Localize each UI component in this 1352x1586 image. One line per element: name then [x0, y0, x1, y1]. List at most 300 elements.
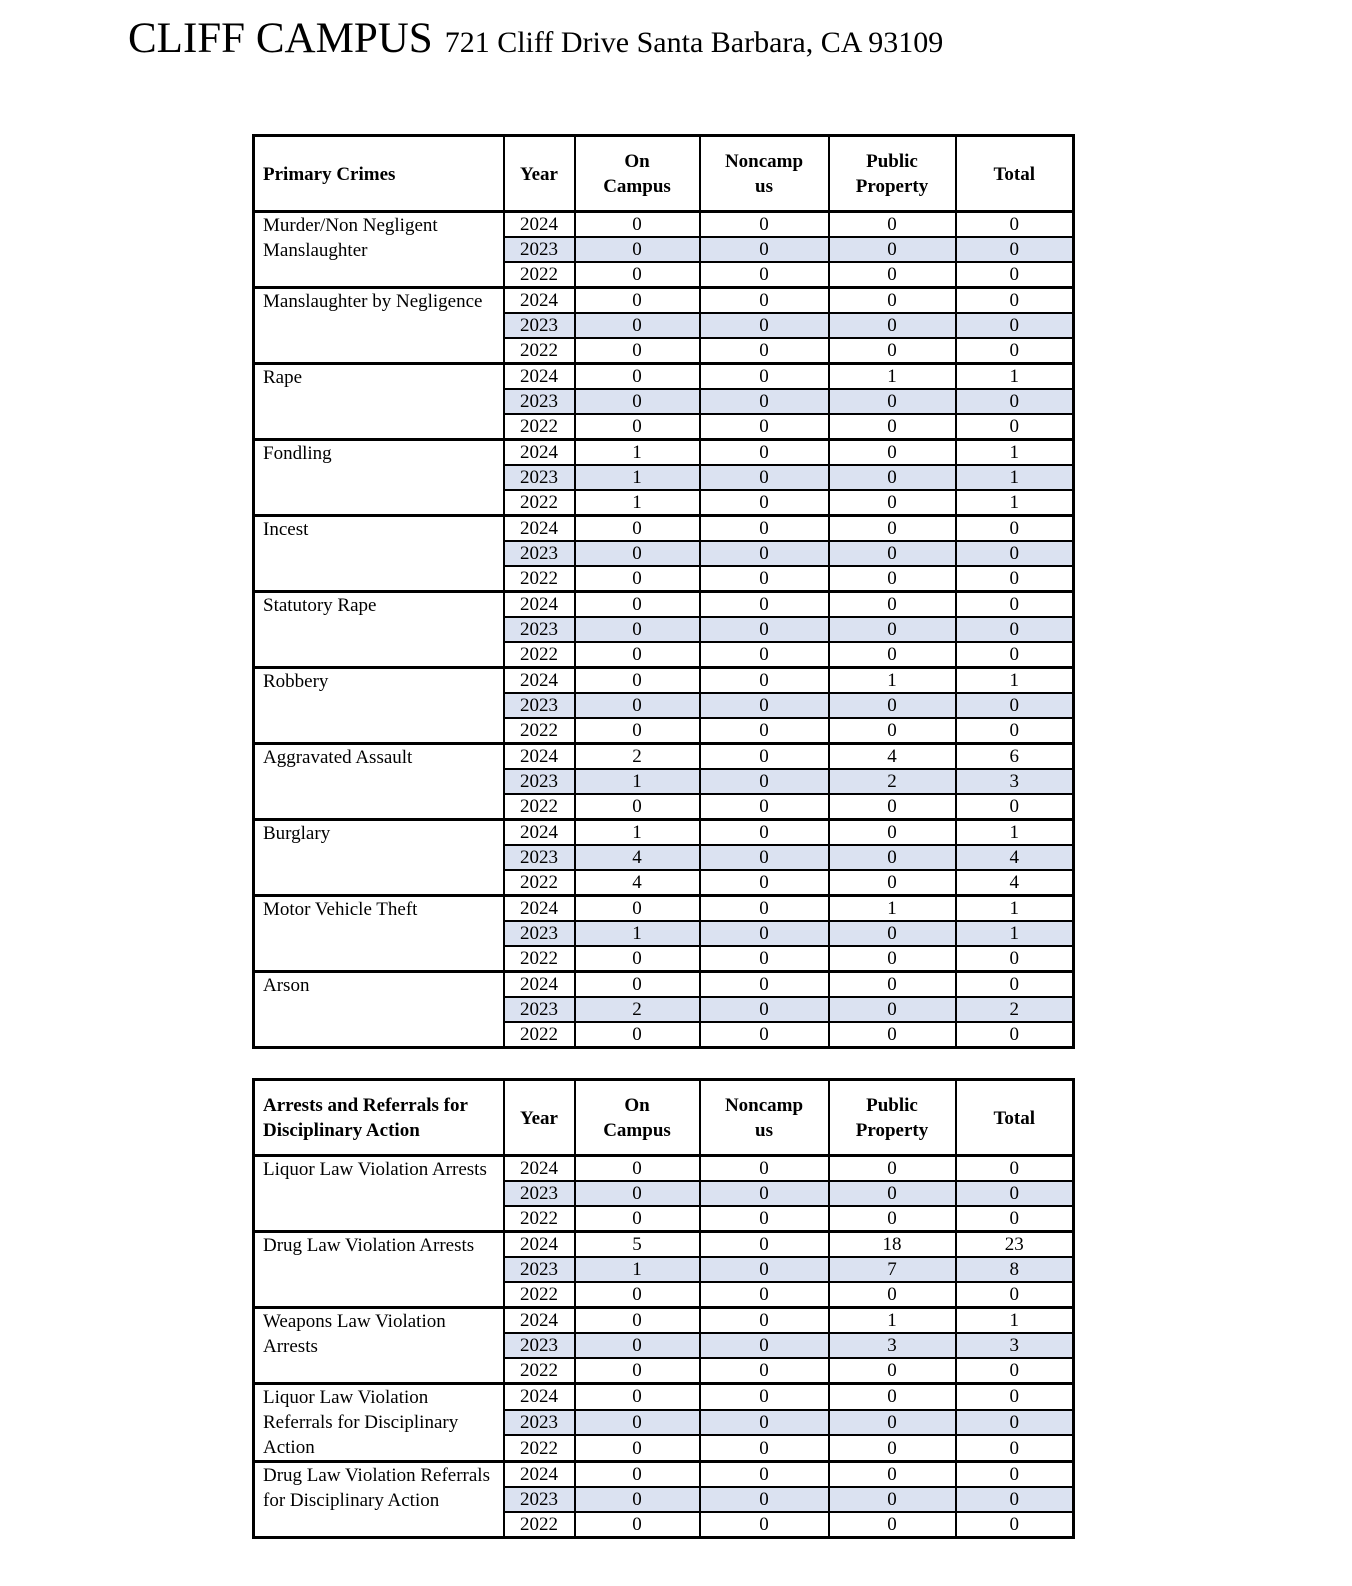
year-cell: 2024	[504, 364, 575, 390]
value-cell: 0	[575, 389, 700, 414]
value-cell: 0	[829, 541, 956, 566]
value-cell: 0	[575, 946, 700, 972]
value-cell: 0	[956, 693, 1074, 718]
value-cell: 0	[700, 566, 829, 592]
year-cell: 2022	[504, 262, 575, 288]
col-header-public-property	[829, 1080, 956, 1156]
category-label-cell: Incest	[254, 516, 504, 592]
value-cell: 0	[829, 1282, 956, 1308]
col-header-label: Year	[520, 163, 558, 185]
value-cell: 0	[829, 642, 956, 668]
value-cell: 0	[829, 1512, 956, 1538]
year-cell: 2023	[504, 1410, 575, 1436]
value-cell: 0	[829, 1384, 956, 1410]
value-cell: 1	[956, 896, 1074, 922]
value-cell: 6	[956, 744, 1074, 770]
value-cell: 0	[700, 541, 829, 566]
value-cell: 4	[829, 744, 956, 770]
year-cell: 2023	[504, 313, 575, 338]
value-cell: 2	[956, 997, 1074, 1022]
value-cell: 0	[829, 237, 956, 262]
value-cell: 0	[956, 794, 1074, 820]
value-cell: 0	[575, 1435, 700, 1461]
value-cell: 0	[575, 1181, 700, 1206]
value-cell: 18	[829, 1232, 956, 1258]
table-row	[254, 1384, 1074, 1410]
header-row	[254, 136, 1074, 212]
year-cell: 2022	[504, 1435, 575, 1461]
col-header-year	[504, 136, 575, 212]
col-header-total	[956, 1080, 1074, 1156]
year-cell: 2023	[504, 769, 575, 794]
value-cell: 0	[700, 1156, 829, 1182]
value-cell: 0	[956, 338, 1074, 364]
col-header-label: Total	[993, 163, 1036, 185]
year-cell: 2022	[504, 1282, 575, 1308]
category-label-cell: Liquor Law Violation Arrests	[254, 1156, 504, 1232]
value-cell: 0	[575, 642, 700, 668]
table-row	[254, 288, 1074, 314]
value-cell: 0	[700, 288, 829, 314]
value-cell: 0	[956, 1206, 1074, 1232]
category-group-drug-law-violation-arrests	[254, 1232, 1074, 1308]
value-cell: 0	[575, 1022, 700, 1048]
value-cell: 0	[700, 1181, 829, 1206]
value-cell: 0	[700, 1462, 829, 1488]
value-cell: 0	[700, 794, 829, 820]
value-cell: 0	[829, 946, 956, 972]
value-cell: 0	[829, 1358, 956, 1384]
col-header-on-campus	[575, 136, 700, 212]
value-cell: 0	[700, 237, 829, 262]
value-cell: 1	[956, 465, 1074, 490]
primary-crimes-table	[252, 134, 1075, 1049]
value-cell: 0	[575, 1358, 700, 1384]
value-cell: 1	[956, 668, 1074, 694]
campus-name: CLIFF CAMPUS	[128, 15, 433, 62]
col-header-label: Year	[520, 1107, 558, 1129]
value-cell: 0	[956, 212, 1074, 238]
value-cell: 0	[956, 1181, 1074, 1206]
value-cell: 4	[956, 870, 1074, 896]
value-cell: 0	[956, 642, 1074, 668]
category-group-liquor-law-violation-referrals-for-disciplinary-action	[254, 1384, 1074, 1462]
year-cell: 2022	[504, 566, 575, 592]
value-cell: 0	[700, 845, 829, 870]
category-label-cell: Robbery	[254, 668, 504, 744]
value-cell: 0	[829, 338, 956, 364]
category-label-cell: Rape	[254, 364, 504, 440]
value-cell: 5	[575, 1232, 700, 1258]
year-cell: 2022	[504, 1512, 575, 1538]
year-cell: 2022	[504, 490, 575, 516]
category-group-robbery	[254, 668, 1074, 744]
year-cell: 2024	[504, 1308, 575, 1334]
value-cell: 0	[575, 237, 700, 262]
value-cell: 0	[956, 1022, 1074, 1048]
value-cell: 0	[829, 1022, 956, 1048]
year-cell: 2024	[504, 1232, 575, 1258]
year-cell: 2022	[504, 794, 575, 820]
value-cell: 0	[700, 1333, 829, 1358]
value-cell: 0	[956, 313, 1074, 338]
value-cell: 0	[575, 718, 700, 744]
col-header-label: Noncampus	[724, 1094, 804, 1141]
col-header-label: Total	[993, 1107, 1036, 1129]
year-cell: 2024	[504, 820, 575, 846]
value-cell: 1	[956, 820, 1074, 846]
year-cell: 2023	[504, 465, 575, 490]
table-row	[254, 668, 1074, 694]
category-group-murder-non-negligent-manslaughter	[254, 212, 1074, 288]
year-cell: 2024	[504, 516, 575, 542]
col-header-label: On Campus	[603, 150, 671, 197]
value-cell: 0	[956, 1462, 1074, 1488]
value-cell: 0	[700, 364, 829, 390]
value-cell: 0	[956, 1282, 1074, 1308]
value-cell: 0	[956, 414, 1074, 440]
value-cell: 0	[575, 414, 700, 440]
col-header-on-campus	[575, 1080, 700, 1156]
table-row	[254, 364, 1074, 390]
value-cell: 0	[829, 592, 956, 618]
value-cell: 0	[829, 718, 956, 744]
table-row	[254, 896, 1074, 922]
value-cell: 0	[575, 566, 700, 592]
value-cell: 1	[956, 1308, 1074, 1334]
value-cell: 2	[575, 997, 700, 1022]
value-cell: 0	[829, 389, 956, 414]
value-cell: 2	[575, 744, 700, 770]
value-cell: 0	[700, 592, 829, 618]
category-group-motor-vehicle-theft	[254, 896, 1074, 972]
col-header-label: Public Property	[855, 1094, 929, 1141]
year-cell: 2024	[504, 668, 575, 694]
value-cell: 0	[956, 972, 1074, 998]
value-cell: 0	[829, 972, 956, 998]
col-header-label: Noncampus	[724, 150, 804, 197]
value-cell: 0	[575, 313, 700, 338]
value-cell: 0	[700, 617, 829, 642]
value-cell: 0	[829, 1156, 956, 1182]
value-cell: 4	[575, 870, 700, 896]
value-cell: 0	[700, 718, 829, 744]
value-cell: 4	[575, 845, 700, 870]
value-cell: 0	[700, 1487, 829, 1512]
value-cell: 0	[575, 1462, 700, 1488]
category-label-cell: Weapons Law Violation Arrests	[254, 1308, 504, 1384]
value-cell: 0	[700, 1282, 829, 1308]
value-cell: 0	[829, 288, 956, 314]
category-label-cell: Drug Law Violation Referrals for Disciplinary Action	[254, 1462, 504, 1538]
year-cell: 2024	[504, 896, 575, 922]
year-cell: 2022	[504, 1206, 575, 1232]
col-header-total	[956, 136, 1074, 212]
value-cell: 0	[829, 414, 956, 440]
value-cell: 1	[829, 668, 956, 694]
value-cell: 0	[575, 212, 700, 238]
value-cell: 0	[700, 1435, 829, 1461]
value-cell: 0	[575, 288, 700, 314]
category-group-manslaughter-by-negligence	[254, 288, 1074, 364]
value-cell: 0	[829, 997, 956, 1022]
value-cell: 0	[956, 566, 1074, 592]
value-cell: 0	[956, 389, 1074, 414]
year-cell: 2023	[504, 237, 575, 262]
value-cell: 0	[956, 1156, 1074, 1182]
value-cell: 0	[700, 744, 829, 770]
value-cell: 0	[575, 1282, 700, 1308]
category-group-aggravated-assault	[254, 744, 1074, 820]
value-cell: 0	[575, 262, 700, 288]
category-label-cell: Liquor Law Violation Referrals for Disciplinary Action	[254, 1384, 504, 1462]
value-cell: 0	[575, 364, 700, 390]
value-cell: 0	[956, 262, 1074, 288]
value-cell: 0	[700, 490, 829, 516]
category-label-cell: Arson	[254, 972, 504, 1048]
value-cell: 0	[700, 516, 829, 542]
year-cell: 2023	[504, 1257, 575, 1282]
table-row	[254, 212, 1074, 238]
value-cell: 0	[575, 1487, 700, 1512]
year-cell: 2023	[504, 541, 575, 566]
year-cell: 2023	[504, 921, 575, 946]
value-cell: 0	[829, 1487, 956, 1512]
value-cell: 0	[700, 769, 829, 794]
value-cell: 0	[829, 820, 956, 846]
value-cell: 0	[700, 389, 829, 414]
table-row	[254, 516, 1074, 542]
value-cell: 1	[956, 364, 1074, 390]
value-cell: 0	[829, 617, 956, 642]
value-cell: 7	[829, 1257, 956, 1282]
value-cell: 0	[700, 668, 829, 694]
value-cell: 1	[956, 490, 1074, 516]
category-label-cell: Aggravated Assault	[254, 744, 504, 820]
col-header-label: Public Property	[855, 150, 929, 197]
col-header-public-property	[829, 136, 956, 212]
value-cell: 0	[700, 440, 829, 466]
campus-address: 721 Cliff Drive Santa Barbara, CA 93109	[444, 26, 944, 59]
value-cell: 8	[956, 1257, 1074, 1282]
category-label-cell: Drug Law Violation Arrests	[254, 1232, 504, 1308]
value-cell: 1	[575, 440, 700, 466]
value-cell: 0	[956, 946, 1074, 972]
col-header-noncampus	[700, 136, 829, 212]
value-cell: 0	[575, 1308, 700, 1334]
year-cell: 2023	[504, 617, 575, 642]
value-cell: 0	[575, 794, 700, 820]
category-label-cell: Manslaughter by Negligence	[254, 288, 504, 364]
table-row	[254, 1156, 1074, 1182]
value-cell: 0	[575, 592, 700, 618]
value-cell: 0	[829, 566, 956, 592]
value-cell: 0	[829, 794, 956, 820]
year-cell: 2024	[504, 212, 575, 238]
value-cell: 0	[829, 921, 956, 946]
year-cell: 2024	[504, 744, 575, 770]
value-cell: 0	[956, 237, 1074, 262]
value-cell: 0	[700, 997, 829, 1022]
year-cell: 2022	[504, 1022, 575, 1048]
category-group-burglary	[254, 820, 1074, 896]
category-header-label: Arrests and Referrals for Disciplinary Action	[263, 1094, 468, 1141]
value-cell: 0	[700, 642, 829, 668]
category-header-cell	[254, 136, 504, 212]
category-group-weapons-law-violation-arrests	[254, 1308, 1074, 1384]
value-cell: 0	[956, 592, 1074, 618]
year-cell: 2023	[504, 389, 575, 414]
value-cell: 0	[575, 972, 700, 998]
value-cell: 0	[829, 212, 956, 238]
table-row	[254, 592, 1074, 618]
value-cell: 0	[575, 1206, 700, 1232]
year-cell: 2024	[504, 1156, 575, 1182]
value-cell: 0	[700, 1257, 829, 1282]
value-cell: 0	[829, 516, 956, 542]
year-cell: 2024	[504, 972, 575, 998]
value-cell: 23	[956, 1232, 1074, 1258]
table-row	[254, 744, 1074, 770]
value-cell: 0	[575, 668, 700, 694]
value-cell: 0	[700, 414, 829, 440]
value-cell: 0	[956, 1435, 1074, 1461]
value-cell: 0	[700, 1512, 829, 1538]
value-cell: 0	[829, 1462, 956, 1488]
category-group-incest	[254, 516, 1074, 592]
value-cell: 0	[700, 212, 829, 238]
value-cell: 0	[956, 1512, 1074, 1538]
value-cell: 0	[700, 1358, 829, 1384]
category-group-arson	[254, 972, 1074, 1048]
table-row	[254, 1462, 1074, 1488]
value-cell: 1	[829, 896, 956, 922]
value-cell: 0	[700, 693, 829, 718]
value-cell: 0	[956, 1358, 1074, 1384]
value-cell: 0	[956, 541, 1074, 566]
category-group-fondling	[254, 440, 1074, 516]
value-cell: 0	[829, 490, 956, 516]
value-cell: 0	[956, 617, 1074, 642]
value-cell: 0	[700, 896, 829, 922]
year-cell: 2023	[504, 693, 575, 718]
value-cell: 0	[700, 820, 829, 846]
table-row	[254, 1308, 1074, 1334]
value-cell: 0	[700, 1308, 829, 1334]
page-title	[128, 14, 943, 63]
year-cell: 2022	[504, 1358, 575, 1384]
value-cell: 0	[575, 617, 700, 642]
col-header-noncampus	[700, 1080, 829, 1156]
year-cell: 2022	[504, 718, 575, 744]
value-cell: 0	[956, 718, 1074, 744]
value-cell: 0	[956, 288, 1074, 314]
value-cell: 1	[575, 820, 700, 846]
year-cell: 2022	[504, 870, 575, 896]
value-cell: 0	[575, 1384, 700, 1410]
year-cell: 2024	[504, 288, 575, 314]
value-cell: 0	[700, 1384, 829, 1410]
year-cell: 2023	[504, 997, 575, 1022]
value-cell: 0	[575, 1333, 700, 1358]
value-cell: 0	[829, 262, 956, 288]
year-cell: 2022	[504, 642, 575, 668]
year-cell: 2023	[504, 1487, 575, 1512]
year-cell: 2023	[504, 1333, 575, 1358]
value-cell: 0	[700, 1022, 829, 1048]
year-cell: 2024	[504, 440, 575, 466]
value-cell: 3	[956, 1333, 1074, 1358]
value-cell: 0	[700, 870, 829, 896]
value-cell: 1	[575, 769, 700, 794]
value-cell: 0	[575, 338, 700, 364]
value-cell: 0	[829, 1435, 956, 1461]
value-cell: 4	[956, 845, 1074, 870]
value-cell: 0	[829, 440, 956, 466]
value-cell: 0	[700, 313, 829, 338]
value-cell: 0	[829, 1410, 956, 1436]
value-cell: 0	[575, 1410, 700, 1436]
value-cell: 0	[700, 465, 829, 490]
category-label-cell: Murder/Non Negligent Manslaughter	[254, 212, 504, 288]
year-cell: 2023	[504, 845, 575, 870]
value-cell: 0	[829, 693, 956, 718]
value-cell: 0	[956, 516, 1074, 542]
value-cell: 0	[700, 338, 829, 364]
value-cell: 0	[575, 1156, 700, 1182]
value-cell: 0	[700, 972, 829, 998]
category-group-liquor-law-violation-arrests	[254, 1156, 1074, 1232]
category-label-cell: Burglary	[254, 820, 504, 896]
table-row	[254, 820, 1074, 846]
year-cell: 2024	[504, 1384, 575, 1410]
table-row	[254, 1232, 1074, 1258]
year-cell: 2023	[504, 1181, 575, 1206]
category-group-drug-law-violation-referrals-for-disciplinary-action	[254, 1462, 1074, 1538]
value-cell: 3	[829, 1333, 956, 1358]
value-cell: 0	[700, 946, 829, 972]
col-header-year	[504, 1080, 575, 1156]
category-label-cell: Fondling	[254, 440, 504, 516]
value-cell: 1	[575, 490, 700, 516]
category-label-cell: Motor Vehicle Theft	[254, 896, 504, 972]
value-cell: 1	[575, 1257, 700, 1282]
category-group-statutory-rape	[254, 592, 1074, 668]
value-cell: 0	[575, 516, 700, 542]
category-header-cell	[254, 1080, 504, 1156]
value-cell: 0	[829, 313, 956, 338]
year-cell: 2022	[504, 338, 575, 364]
table-row	[254, 440, 1074, 466]
category-group-rape	[254, 364, 1074, 440]
year-cell: 2022	[504, 946, 575, 972]
value-cell: 0	[829, 1181, 956, 1206]
year-cell: 2022	[504, 414, 575, 440]
value-cell: 1	[956, 921, 1074, 946]
table-row	[254, 972, 1074, 998]
value-cell: 0	[575, 693, 700, 718]
year-cell: 2024	[504, 1462, 575, 1488]
value-cell: 3	[956, 769, 1074, 794]
value-cell: 0	[956, 1384, 1074, 1410]
value-cell: 0	[575, 896, 700, 922]
value-cell: 0	[700, 1206, 829, 1232]
value-cell: 1	[956, 440, 1074, 466]
value-cell: 1	[575, 921, 700, 946]
value-cell: 1	[829, 364, 956, 390]
value-cell: 0	[575, 541, 700, 566]
header-row	[254, 1080, 1074, 1156]
